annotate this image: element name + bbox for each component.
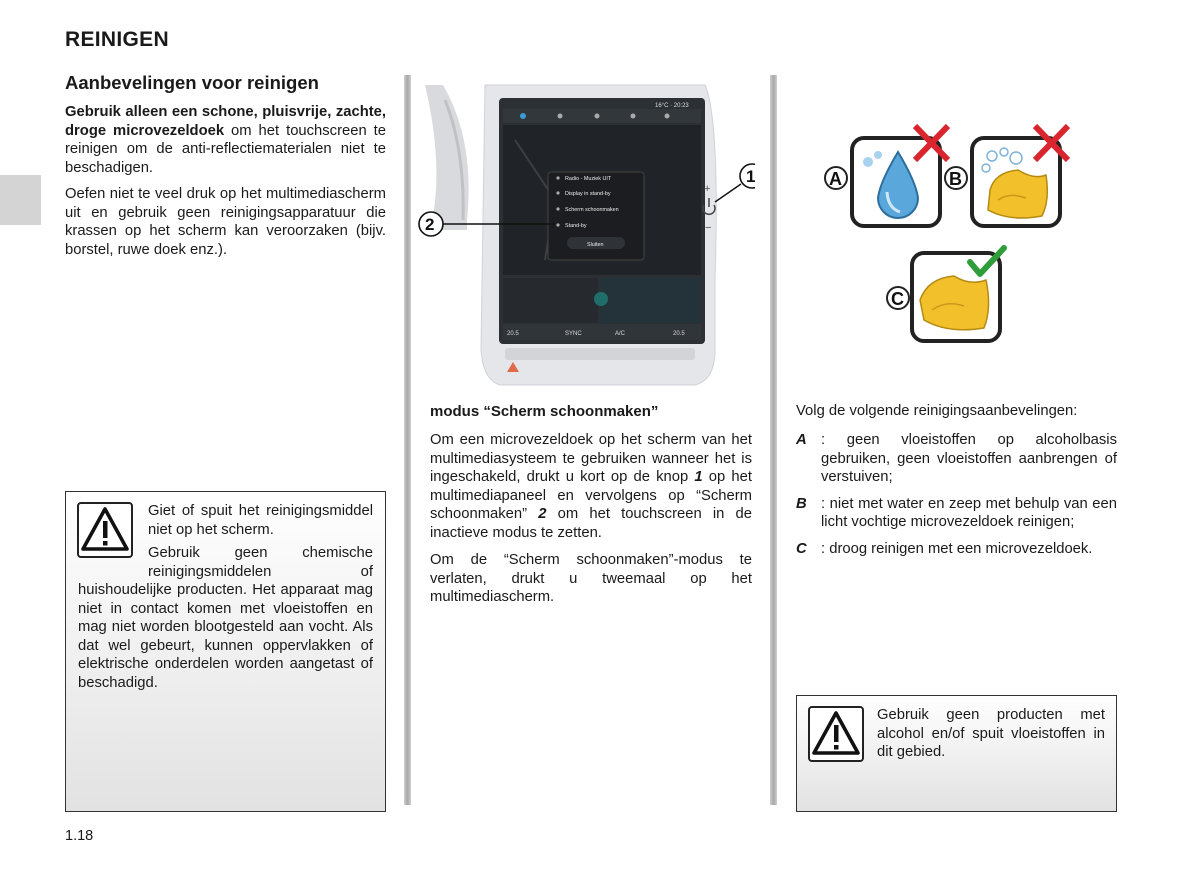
list-label: C xyxy=(796,540,807,557)
warning-paragraph-1: Giet of spuit het reinigingsmiddel niet op het scherm. xyxy=(148,503,373,538)
body-text: op het multimediapaneel en vervolgens op “Scherm schoonmaken” xyxy=(430,469,752,522)
menu-item: Stand-by xyxy=(565,223,587,229)
section-heading: Aanbevelingen voor reinigen xyxy=(65,72,319,93)
warning-box xyxy=(796,695,1117,812)
recommendation-list xyxy=(796,431,1117,558)
label-b: B xyxy=(949,169,962,189)
dry-cloth-icon xyxy=(920,276,989,330)
callout-1: 1 xyxy=(746,167,755,186)
bottom-bar-ac: A/C xyxy=(615,331,626,337)
list-text: : droog reinigen met een microvezeldoek. xyxy=(821,540,1093,557)
section-tab xyxy=(0,175,41,225)
mode-heading: modus “Scherm schoonmaken” xyxy=(430,403,659,420)
warning-paragraph-2: Gebruik geen chemische reinigingsmiddelen of huishoudelijke producten. Het apparaat mag niet in contact komen met vloeistoffen en mag niet worden blootgesteld aan vocht. Als dat wel gebeurt, kunnen oppervlakken of elektrische onderdelen worden aangetast of beschadigd. xyxy=(78,545,373,691)
bottom-bar-temp-left: 20.5 xyxy=(507,331,519,337)
volume-plus: + xyxy=(704,183,711,195)
list-label: A xyxy=(796,432,807,448)
list-label: B xyxy=(796,495,807,512)
page-number: 1.18 xyxy=(65,828,94,844)
page-title: REINIGEN xyxy=(65,28,169,51)
reference-1: 1 xyxy=(694,469,703,485)
multimedia-screen-illustration xyxy=(415,80,755,390)
status-temperature: 16°C · 20:23 xyxy=(655,103,689,109)
warning-box xyxy=(65,491,386,812)
list-text: : geen vloeistoffen op alcoholbasis gebruiken, geen vloeistoffen aanbrengen of verstuiven; xyxy=(821,432,1117,485)
warning-triangle-icon xyxy=(808,706,864,762)
body-text: om het touchscreen te reinigen om de anti-reflectiematerialen niet te beschadigen. xyxy=(65,122,386,176)
column-divider xyxy=(770,75,777,805)
bottom-bar-sync: SYNC xyxy=(565,331,582,337)
emphasis-text: Gebruik alleen een schone, pluisvrije, zachte, droge microvezeldoek xyxy=(65,104,386,139)
list-item xyxy=(796,495,1117,532)
list-text: : niet met water en zeep met behulp van een licht vochtige microvezeldoek reinigen; xyxy=(821,495,1117,530)
left-paragraph-2: Oefen niet te veel druk op het multimediascherm uit en gebruik geen reinigingsapparatuur die krassen op het scherm kan veroorzaken (bijv. borstel, ruwe doek enz.). xyxy=(65,186,386,258)
menu-item: Radio - Muziek UIT xyxy=(565,176,612,182)
warning-text: Gebruik geen producten met alcohol en/of spuit vloeistoffen in dit gebied. xyxy=(877,707,1105,760)
column-divider xyxy=(404,75,411,805)
warning-text xyxy=(78,502,373,692)
right-intro: Volg de volgende reinigingsaanbevelingen: xyxy=(796,403,1078,419)
menu-item: Scherm schoonmaken xyxy=(565,207,619,213)
volume-minus: − xyxy=(705,222,712,234)
list-item xyxy=(796,540,1117,559)
callout-2: 2 xyxy=(425,215,435,234)
body-text: om het touchscreen in de inactieve modus te zetten. xyxy=(430,506,753,541)
label-a: A xyxy=(829,169,842,189)
middle-paragraph-1 xyxy=(430,431,752,542)
left-paragraph-1 xyxy=(65,103,386,177)
body-text: Om een microvezeldoek op het scherm van het multimediasysteem te gebruiken wanneer het is ingeschakeld, drukt u kort op de knop xyxy=(430,432,752,485)
label-c: C xyxy=(891,289,904,309)
middle-paragraph-2: Om de “Scherm schoonmaken”-modus te verlaten, drukt u tweemaal op het multimediascherm. xyxy=(430,552,752,605)
cleaning-methods-illustration xyxy=(820,120,1080,350)
bottom-bar-temp-right: 20.5 xyxy=(673,331,685,337)
menu-item: Display in stand-by xyxy=(565,191,611,197)
reference-2: 2 xyxy=(538,506,547,522)
list-item xyxy=(796,431,1117,487)
close-button: Sluiten xyxy=(587,242,604,248)
